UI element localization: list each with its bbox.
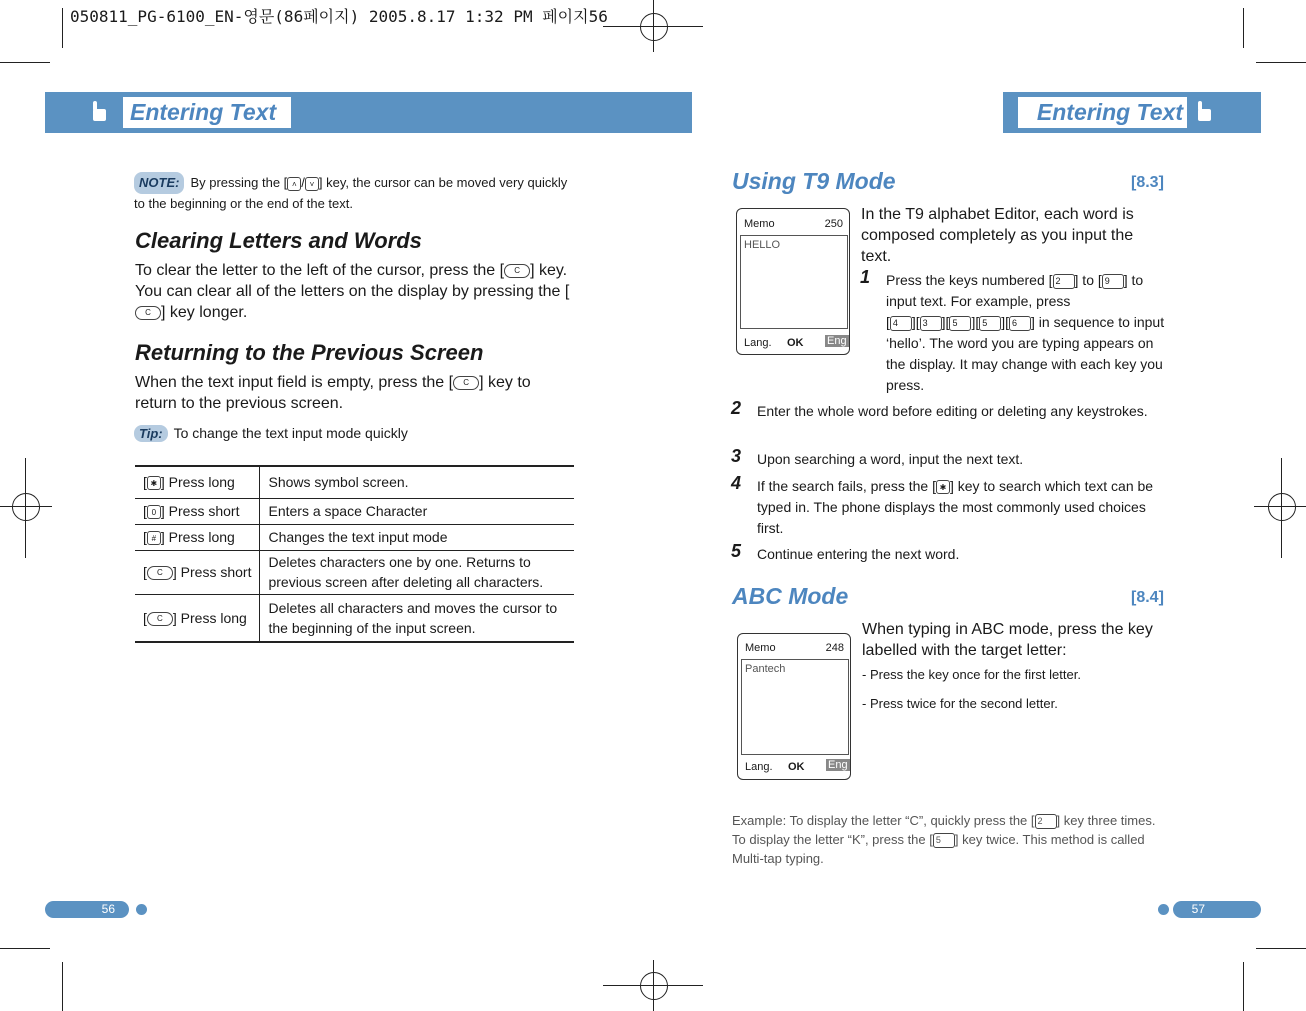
- phone-lang: Lang.: [745, 761, 773, 773]
- t9-intro: In the T9 alphabet Editor, each word is composed completely as you input the text.: [861, 206, 1134, 265]
- step-number: 3: [731, 446, 742, 466]
- registration-target: [640, 972, 668, 1000]
- returning-paragraph: When the text input field is empty, press the [ C ] key to return to the previous screen.: [135, 374, 531, 412]
- key-6-icon: 6: [1009, 316, 1031, 331]
- abc-example: Example: To display the letter “C”, quickly press the [ 2 ] key three times. To display the letter “K”, press the [ 5 ] key twice. This method is called Multi-tap typing.: [732, 813, 1156, 866]
- phone-mode: Eng: [827, 335, 847, 347]
- clear-key-icon: C: [453, 376, 479, 390]
- phone-ok: OK: [787, 337, 804, 349]
- hash-key-icon: #: [147, 531, 161, 545]
- phone-text: Pantech: [745, 663, 786, 675]
- nav-down-key-icon: ˅: [305, 177, 319, 191]
- print-header: 050811_PG-6100_EN-영문(86페이지) 2005.8.17 1:32 PM 페이지56: [70, 7, 608, 26]
- key-table: [135, 465, 574, 643]
- step-number: 1: [860, 267, 871, 287]
- zero-key-icon: 0: [147, 505, 161, 519]
- nav-up-key-icon: ˄: [287, 177, 301, 191]
- phone-count: 250: [824, 218, 843, 230]
- table-cell: Changes the text input mode: [260, 524, 574, 550]
- registration-line: [1281, 458, 1282, 558]
- tip-badge: Tip:: [134, 425, 168, 442]
- table-cell: Enters a space Character: [260, 498, 574, 524]
- t9-step-1: 1 Press the keys numbered [ 2 ] to [ 9 ] to input text. For example, press [ 4 ][ 3 ][ 5 ][ 5 ][ 6 ] in sequence to input ‘hello’. The word you are typing appears on the display. It may change with each key you press.: [860, 267, 1165, 393]
- step-number: 5: [731, 541, 742, 561]
- note-text: to the beginning or the end of the text.: [134, 196, 353, 211]
- hand-pointer-icon: [1196, 100, 1214, 122]
- page-dot: [1158, 904, 1169, 915]
- phone-ok: OK: [788, 761, 805, 773]
- note-text: ] key, the cursor can be moved very quickly: [318, 175, 568, 190]
- phone-mode: Eng: [828, 759, 848, 771]
- clear-key-icon: C: [147, 612, 173, 626]
- hand-pointer-icon: [90, 100, 108, 122]
- abc-ref: [8.4]: [1131, 589, 1164, 606]
- registration-line: [603, 985, 703, 986]
- key-3-icon: 3: [920, 316, 942, 331]
- abc-bullet-1: - Press the key once for the first letter.: [862, 667, 1081, 682]
- crop-mark: [1243, 962, 1244, 1011]
- note-badge: NOTE:: [134, 172, 184, 194]
- key-9-icon: 9: [1102, 274, 1124, 289]
- table-row: [ C ] Press short Deletes characters one by one. Returns to previous screen after deleting all characters.: [135, 550, 574, 594]
- registration-line: [1254, 506, 1306, 507]
- returning-title: Returning to the Previous Screen: [135, 340, 484, 365]
- page-number-right: 57: [1173, 901, 1261, 918]
- left-banner-title: Entering Text: [123, 97, 291, 128]
- table-cell: Shows symbol screen.: [260, 466, 574, 498]
- phone-title: Memo: [745, 642, 776, 654]
- t9-step-3: 3 Upon searching a word, input the next text.: [731, 446, 1024, 467]
- crop-mark: [1243, 8, 1244, 48]
- table-cell: Deletes all characters and moves the cursor to the beginning of the input screen.: [260, 594, 574, 642]
- phone-screen-t9: [736, 208, 850, 355]
- tip-block: [134, 425, 408, 442]
- tip-text: To change the text input mode quickly: [173, 425, 408, 441]
- clear-key-icon: C: [147, 566, 173, 580]
- crop-mark: [62, 8, 63, 48]
- key-5-icon: 5: [933, 833, 955, 848]
- table-row: [ 0 ] Press short Enters a space Character: [135, 498, 574, 524]
- registration-line: [25, 458, 26, 558]
- t9-step-2: 2 Enter the whole word before editing or deleting any keystrokes.: [731, 398, 1148, 419]
- phone-count: 248: [825, 642, 844, 654]
- right-banner-title: Entering Text: [1018, 97, 1187, 128]
- note-block: NOTE: By pressing the [ ˄ / ˅ ] key, the cursor can be moved very quickly to the beginning or the end of the text.: [134, 172, 584, 214]
- page-dot: [136, 904, 147, 915]
- crop-mark: [1256, 948, 1306, 949]
- clearing-title: Clearing Letters and Words: [135, 228, 422, 253]
- registration-target: [12, 493, 40, 521]
- clear-key-icon: C: [135, 306, 161, 320]
- phone-text-area: [741, 659, 849, 755]
- phone-text: HELLO: [744, 239, 781, 251]
- phone-screen-abc: [737, 633, 851, 780]
- table-row: [ # ] Press long Changes the text input mode: [135, 524, 574, 550]
- phone-title: Memo: [744, 218, 775, 230]
- key-2-icon: 2: [1053, 274, 1075, 289]
- crop-mark: [0, 62, 50, 63]
- t9-title: Using T9 Mode: [732, 168, 896, 194]
- registration-line: [0, 506, 52, 507]
- crop-mark: [1256, 62, 1306, 63]
- note-text: By pressing the [: [190, 175, 288, 190]
- clearing-paragraph: To clear the letter to the left of the cursor, press the [ C ] key. You can clear all of the letters on the display by pressing the [C ] key longer.: [135, 262, 570, 321]
- crop-mark: [0, 948, 50, 949]
- abc-intro: When typing in ABC mode, press the key labelled with the target letter:: [862, 621, 1153, 659]
- table-cell: Deletes characters one by one. Returns to previous screen after deleting all characters.: [260, 550, 574, 594]
- phone-lang: Lang.: [744, 337, 772, 349]
- abc-bullet-2: - Press twice for the second letter.: [862, 696, 1058, 711]
- registration-target: [640, 13, 668, 41]
- key-5-icon: 5: [949, 316, 971, 331]
- key-2-icon: 2: [1035, 814, 1057, 829]
- star-key-icon: ✱: [147, 476, 161, 490]
- abc-title: ABC Mode: [732, 583, 849, 609]
- page-number-left: 56: [45, 901, 129, 918]
- step-number: 2: [731, 398, 742, 418]
- phone-text-area: [740, 235, 848, 329]
- t9-step-5: 5 Continue entering the next word.: [731, 541, 960, 562]
- t9-step-4: 4 If the search fails, press the [ ✱ ] key to search which text can be typed in. The phone displays the most commonly used choices first.: [731, 473, 1154, 536]
- registration-target: [1268, 493, 1296, 521]
- crop-mark: [62, 962, 63, 1011]
- step-number: 4: [731, 473, 742, 493]
- key-4-icon: 4: [890, 316, 912, 331]
- t9-ref: [8.3]: [1131, 174, 1164, 191]
- clear-key-icon: C: [504, 264, 530, 278]
- key-5-icon: 5: [979, 316, 1001, 331]
- table-row: [ ✱ ] Press long Shows symbol screen.: [135, 466, 574, 498]
- registration-line: [603, 26, 703, 27]
- table-row: [ C ] Press long Deletes all characters and moves the cursor to the beginning of the input screen.: [135, 594, 574, 642]
- star-key-icon: ✱: [936, 480, 950, 494]
